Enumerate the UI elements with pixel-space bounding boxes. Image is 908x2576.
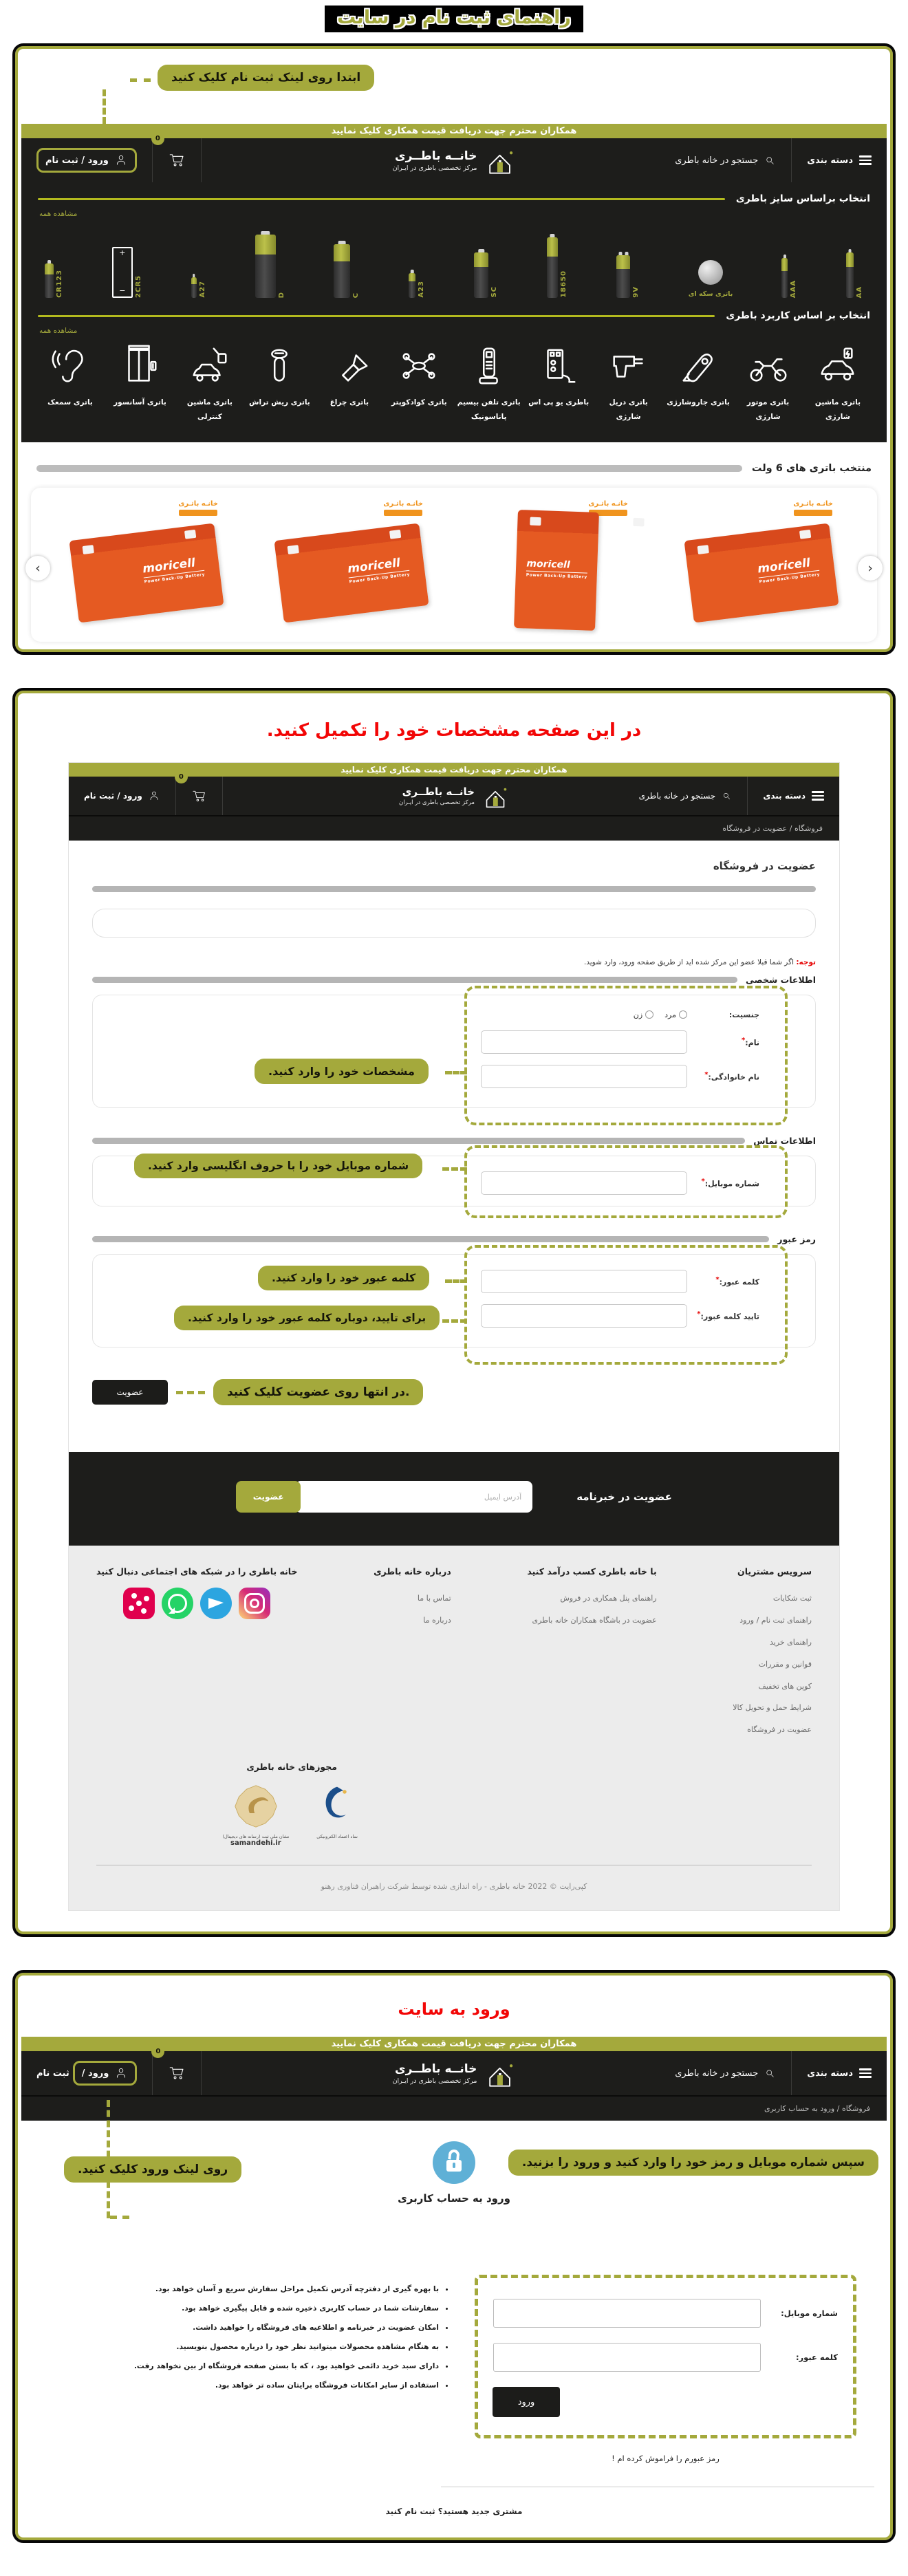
vacuum-icon — [677, 345, 720, 387]
rc-car-icon — [188, 345, 231, 387]
header-divider — [222, 777, 223, 815]
featured-section — [21, 442, 887, 646]
footer-col-earn-money: با خانه باطری کسب درآمد کنید راهنمای پنل همکاری در فروش عضویت در باشگاه همکاران خانه باطری — [527, 1566, 656, 1741]
search-box[interactable] — [660, 138, 791, 182]
footer-link[interactable]: تماس با ما — [417, 1594, 451, 1603]
login-label: ورود / — [81, 2068, 109, 2079]
callout-click-submit: در انتها روی عضویت کلیک کنید. — [213, 1379, 423, 1405]
connector-dash — [442, 1319, 467, 1323]
ups-icon — [537, 345, 580, 387]
site-logo[interactable] — [393, 144, 516, 176]
product-watermark: خانـه باتـری — [793, 500, 833, 516]
password-row — [493, 2343, 838, 2372]
radio-circle-icon[interactable] — [645, 1010, 653, 1019]
footer-link[interactable]: قوانین و مقررات — [758, 1659, 812, 1669]
size-section-header — [21, 185, 887, 206]
usage-item-ups[interactable]: باطری یو پی اس — [526, 345, 591, 424]
page-title-text: راهنمای ثبت نام در سایت — [337, 7, 571, 28]
whatsapp-icon[interactable] — [162, 1588, 193, 1619]
login-password-field[interactable] — [493, 2343, 761, 2372]
usage-section-header — [21, 302, 887, 323]
registration-form — [69, 841, 839, 1452]
hamburger-icon — [812, 789, 824, 803]
highlight-dashed-outline — [464, 986, 788, 1125]
personal-section-header: اطلاعات شخصی — [92, 975, 816, 985]
callout-confirm-password: برای تایید، دوباره کلمه عبور خود را وارد کنید. — [174, 1306, 440, 1330]
battery-sc-icon — [474, 252, 488, 298]
divider-bar — [92, 977, 737, 983]
search-icon — [764, 2068, 776, 2079]
connector-dash — [102, 89, 106, 124]
hamburger-icon — [859, 153, 872, 167]
size-item-2cr5[interactable]: 2CR5 + − — [112, 247, 142, 298]
register-label: ثبت نام — [36, 2068, 69, 2079]
callout-enter-password: کلمه عبور خود را وارد کنید. — [258, 1266, 429, 1290]
login-button[interactable]: ورود — [493, 2387, 560, 2417]
battery-house-logo-icon — [482, 782, 509, 810]
login-page-body — [21, 2121, 887, 2534]
gender-label: جنسیت: — [728, 1010, 759, 1019]
categories-menu[interactable]: دسته بندی — [792, 2051, 887, 2095]
battery-usage-row — [21, 335, 887, 427]
battery-2cr5-icon — [112, 247, 133, 298]
watermark-pill — [179, 510, 217, 516]
site-logo[interactable]: خانــه باطــری مرکز تخصصی باطری در ایـران — [393, 2057, 516, 2089]
partner-topbar[interactable]: همکاران محترم جهت دریافت قیمت همکاری کلیک نمایید — [69, 763, 839, 777]
cart-count-badge: 0 — [151, 2045, 164, 2058]
login-form-column — [475, 2275, 856, 2463]
footer-link[interactable]: عضویت در باشگاه همکاران خانه باطری — [532, 1615, 657, 1625]
cart-button[interactable] — [153, 135, 201, 182]
page-title — [325, 6, 583, 32]
licenses-title: مجوزهای خانه باطری — [246, 1762, 337, 1773]
login-link-highlighted[interactable] — [73, 2061, 138, 2086]
cart-count-badge: 0 — [151, 132, 164, 145]
site-logo[interactable]: خانــه باطــری مرکز تخصصی باطری در ایـران — [399, 782, 509, 810]
first-name-label: نام: — [745, 1038, 759, 1048]
callout-enter-mobile: شماره موبایل خود را با حروف انگلیسی وارد کنید. — [134, 1154, 422, 1178]
battery-size-row — [21, 218, 887, 302]
register-heading: عضویت در فروشگاه — [713, 860, 816, 872]
user-icon — [114, 153, 128, 167]
login-register-label: ورود / ثبت نام — [45, 155, 109, 166]
site-screenshot-home — [21, 124, 887, 646]
flashlight-icon — [328, 345, 371, 387]
usage-item-vacuum[interactable]: باتری جاروشارژی — [666, 345, 731, 424]
battery-product-image: moricell Power Back-Up Battery — [274, 523, 429, 623]
section-underline — [38, 198, 725, 200]
callout-click-login: روی لینک ورود کلیک کنید. — [64, 2156, 241, 2183]
usage-item-car[interactable]: باتری ماشین شارژی — [806, 345, 870, 424]
breadcrumb[interactable]: فروشگاه / عضویت در فروشگاه — [69, 815, 839, 841]
motorcycle-icon — [747, 345, 790, 387]
enamad-badge[interactable]: نماد اعتماد الکترونیکی — [316, 1784, 358, 1839]
password-field[interactable] — [481, 1270, 687, 1293]
watermark-pill — [794, 510, 832, 516]
search-icon — [722, 791, 732, 801]
cart-icon — [168, 2064, 186, 2082]
panel2-title: در این صفحه مشخصات خود را تکمیل کنید. — [266, 720, 642, 741]
login-heading: ورود به حساب کاربری — [398, 2192, 510, 2205]
footer-col-customer-service: سرویس مشتریان ثبت شکایات راهنمای ثبت نام / ورود راهنمای خرید قوانین و مقررات کوپن های تخفیف شرایط حمل و تحویل کالا عضویت در فروشگاه — [733, 1566, 812, 1741]
battery-c-icon — [334, 244, 350, 298]
header-divider — [201, 138, 202, 182]
telegram-icon[interactable] — [200, 1588, 232, 1619]
samandehi-badge[interactable]: نشان ملی ثبت (رسانه های دیجیتال) samandehi.ir — [222, 1784, 289, 1847]
mobile-row — [493, 2299, 838, 2328]
usage-section-title: انتخاب بر اساس کاربرد باطری — [726, 310, 870, 321]
required-asterisk: * — [715, 1276, 720, 1284]
required-asterisk: * — [697, 1310, 701, 1319]
battery-a23-icon — [409, 273, 415, 298]
radio-circle-icon[interactable] — [679, 1010, 687, 1019]
size-item-aaa[interactable]: AAA — [781, 258, 797, 298]
first-name-row — [111, 1030, 759, 1054]
callout-click-register: ابتدا روی لینک ثبت نام کلیک کنید — [158, 65, 374, 91]
panel1-callout-area — [21, 52, 887, 124]
footer-col-about: درباره خانه باطری تماس با ما درباره ما — [374, 1566, 451, 1741]
password-section-header: رمز عبور — [92, 1234, 816, 1244]
usage-view-all-link[interactable]: مشاهده همه — [39, 327, 78, 335]
user-icon — [114, 2066, 128, 2080]
footer-col-social: خانه باطری را در شبکه های اجتماعی دنبال کنید — [96, 1566, 297, 1741]
size-item-sc[interactable]: SC — [474, 252, 498, 298]
size-section-title: انتخاب براساس سایز باطری — [735, 193, 870, 204]
connector-dash — [442, 1167, 467, 1171]
first-name-field[interactable] — [481, 1030, 687, 1054]
product-card[interactable] — [54, 496, 239, 629]
search-box[interactable]: جستجو در خانه باطری — [660, 2051, 791, 2095]
battery-aaa-icon — [781, 258, 788, 298]
battery-a27-icon — [191, 277, 197, 298]
usage-item-shaver[interactable]: باتری ریش تراش — [247, 345, 312, 424]
radio-female[interactable]: زن — [634, 1010, 653, 1019]
carousel-next-arrow[interactable]: ‹ — [858, 556, 883, 581]
panel3-title: ورود به سایت — [398, 2000, 510, 2020]
panel-homepage — [12, 43, 896, 655]
mobile-label: شماره موبایل: — [781, 2308, 838, 2319]
mobile-field[interactable] — [481, 1171, 687, 1195]
categories-menu[interactable]: دسته بندی — [748, 777, 839, 815]
shaver-icon — [258, 345, 301, 387]
partner-topbar[interactable]: همکاران محترم جهت دریافت قیمت همکاری کلیک نمایید — [21, 2037, 887, 2051]
password-label: کلمه عبور: — [795, 2352, 838, 2363]
cart-button[interactable] — [153, 2048, 201, 2095]
usage-item-flashlight[interactable]: باتری چراغ — [317, 345, 382, 424]
usage-item-motorcycle[interactable]: باتری موتور شارژی — [736, 345, 801, 424]
connector-dash — [110, 2216, 129, 2219]
search-text: جستجو در خانه باطری — [675, 155, 759, 166]
size-item-a27[interactable]: A27 — [191, 277, 206, 298]
user-icon — [148, 790, 160, 802]
header-divider — [791, 138, 792, 182]
last-name-row — [111, 1065, 759, 1088]
login-mobile-field[interactable] — [493, 2299, 761, 2328]
battery-aa-icon — [846, 252, 854, 298]
header-divider — [791, 2051, 792, 2095]
login-register-link[interactable]: ورود / ثبت نام — [84, 790, 160, 802]
padlock-icon — [433, 2141, 475, 2184]
site-header — [21, 135, 887, 182]
newsletter-email-input[interactable] — [295, 1481, 532, 1513]
cart-icon — [191, 788, 207, 804]
last-name-label: نام خانوادگی: — [708, 1072, 759, 1082]
usage-item-drill[interactable]: باتری دریل شارژی — [596, 345, 661, 424]
hamburger-icon — [859, 2066, 872, 2080]
benefit-item: • با بهره گیری از دفترچه آدرس تکمیل مراحل سفارش سریع و آسان خواهد بود. — [52, 2284, 439, 2293]
connector-dash — [445, 1071, 467, 1074]
product-watermark: خانـه باتـری — [588, 500, 628, 516]
footer-link[interactable]: شرایط حمل و تحویل کالا — [733, 1703, 812, 1713]
instagram-icon[interactable] — [239, 1588, 270, 1619]
size-item-cr123[interactable]: CR123 — [45, 263, 63, 298]
last-name-field[interactable] — [481, 1065, 687, 1088]
product-card[interactable] — [259, 496, 444, 629]
site-screenshot-login — [21, 2037, 887, 2534]
submit-row — [92, 1379, 816, 1405]
header-divider — [201, 2051, 202, 2095]
product-watermark: خانـه باتـری — [178, 500, 218, 516]
battery-house-logo-icon — [484, 2057, 515, 2089]
mobile-label: شماره موبایل: — [704, 1179, 759, 1189]
footer-link[interactable]: راهنمای ثبت نام / ورود — [739, 1615, 812, 1625]
register-link[interactable] — [36, 2068, 69, 2079]
size-view-all-link[interactable]: مشاهده همه — [39, 210, 78, 218]
section-underline — [38, 315, 715, 317]
connector-dash — [107, 2100, 110, 2218]
gender-row — [111, 1010, 759, 1019]
contact-info-box — [92, 1156, 816, 1206]
callout-enter-credentials: سپس شماره موبایل و رمز خود را وارد کنید و ورود را بزنید. — [508, 2150, 878, 2176]
enamad-logo-icon — [318, 1784, 356, 1828]
drill-icon — [607, 345, 650, 387]
divider-bar — [92, 1236, 769, 1242]
cordless-phone-icon — [468, 345, 510, 387]
quadcopter-icon — [398, 345, 440, 387]
confirm-password-field[interactable] — [481, 1304, 687, 1328]
search-icon — [764, 155, 776, 166]
categories-menu[interactable] — [792, 138, 887, 182]
battery-9v-icon — [616, 255, 630, 298]
divider-bar — [92, 886, 816, 892]
search-box[interactable]: جستجو در خانه باطری — [624, 777, 748, 815]
site-screenshot-register — [69, 763, 839, 1910]
categories-label: دسته بندی — [807, 155, 853, 166]
footer-link[interactable]: راهنمای خرید — [769, 1637, 812, 1647]
login-register-link[interactable] — [36, 148, 137, 173]
newsletter-title: عضویت در خبرنامه — [576, 1491, 672, 1503]
elevator-icon — [118, 345, 161, 387]
usage-item-elevator[interactable]: باتری آسانسور — [107, 345, 172, 424]
benefit-item: • امکان عضویت در خبرنامه و اطلاعیه های فروشگاه را خواهید داشت. — [52, 2323, 439, 2332]
coin-battery-icon — [698, 260, 723, 285]
account-benefits-list — [52, 2275, 451, 2463]
product-card[interactable] — [669, 496, 854, 629]
panel-registration — [12, 688, 896, 1937]
size-item-coin[interactable]: باتری سکه ای — [689, 260, 733, 298]
password-row — [111, 1270, 759, 1293]
confirm-password-label: تایید کلمه عبور: — [700, 1312, 759, 1321]
size-item-d[interactable]: D — [255, 235, 285, 298]
battery-18650-icon — [547, 237, 558, 298]
new-customer-register-link[interactable]: مشتری جدید هستید؟ ثبت نام کنید — [385, 2507, 523, 2517]
featured-divider-bar — [36, 465, 742, 472]
site-footer — [69, 1546, 839, 1910]
usage-item-cordless-phone[interactable]: باتری تلفن بیسیم پاناسونیک — [457, 345, 521, 424]
hearing-aid-ear-icon — [49, 345, 91, 387]
featured-header — [28, 462, 880, 488]
usage-item-rc-car[interactable]: باتری ماشین کنترلی — [177, 345, 242, 424]
featured-title: منتخب باتری های 6 ولت — [751, 463, 872, 474]
divider-bar — [92, 1138, 745, 1144]
copyright: کپی‌رایت © 2022 خانه باطری - راه اندازی شده توسط شرکت راهبران فناوری رهنو — [321, 1882, 587, 1892]
size-item-aa[interactable]: AA — [846, 252, 863, 298]
car-charging-icon — [817, 345, 859, 387]
aparat-icon[interactable] — [123, 1588, 155, 1619]
site-header — [69, 773, 839, 815]
battery-product-image: moricell Power Back-Up Battery — [684, 523, 839, 623]
usage-item-hearing-aid[interactable]: باتری سمعک — [38, 345, 102, 424]
product-card[interactable] — [464, 496, 649, 629]
login-note: توجه: اگر شما قبلا عضو این مرکز شده اید از طریق صفحه ورود، وارد شوید. — [583, 958, 816, 966]
logo-subtitle: مرکز تخصصی باطری در ایـران — [392, 164, 477, 172]
battery-d-icon — [255, 235, 276, 298]
newsletter-subscribe-button[interactable]: عضویت — [236, 1481, 301, 1513]
benefit-item: • دارای سبد خرید دائمی خواهید بود ، که با بستن صفحه فروشگاه از بین نخواهد رفت. — [52, 2361, 439, 2370]
benefit-item: • استفاده از سایر امکانات فروشگاه برایتان ساده تر خواهد بود. — [52, 2381, 439, 2390]
battery-product-image: moricell Power Back-Up Battery — [514, 510, 599, 631]
size-item-18650[interactable]: 18650 — [547, 237, 568, 298]
breadcrumb[interactable]: فروشگاه / ورود به حساب کاربری — [21, 2095, 887, 2121]
register-submit-button[interactable]: عضویت — [92, 1380, 168, 1405]
product-watermark: خانـه باتـری — [383, 500, 423, 516]
size-item-a23[interactable]: A23 — [409, 273, 425, 298]
collapsed-notice-box — [92, 909, 816, 938]
home-dark-sections — [21, 182, 887, 442]
newsletter-bar — [69, 1452, 839, 1546]
connector-dash — [176, 1391, 205, 1394]
carousel-prev-arrow[interactable]: › — [25, 556, 50, 581]
product-carousel — [31, 488, 877, 642]
footer-link[interactable]: ثبت شکایات — [772, 1594, 812, 1603]
footer-link[interactable]: کوپن های تخفیف — [758, 1681, 812, 1691]
password-label: کلمه عبور: — [719, 1277, 759, 1287]
panel-login — [12, 1970, 896, 2543]
cart-button[interactable] — [176, 773, 222, 815]
footer-link[interactable]: درباره ما — [423, 1615, 451, 1625]
cart-icon — [168, 151, 186, 169]
cart-count-badge: 0 — [175, 770, 188, 783]
callout-enter-details: مشخصات خود را وارد کنید. — [255, 1059, 429, 1084]
usage-item-quadcopter[interactable]: باتری کوادکوپتر — [387, 345, 451, 424]
required-asterisk: * — [742, 1037, 746, 1045]
connector-dash — [130, 78, 151, 82]
battery-cr123-icon — [45, 263, 54, 298]
contact-section-header: اطلاعات تماس — [92, 1136, 816, 1146]
connector-dash — [445, 1279, 467, 1283]
logo-title: خانــه باطــری — [395, 149, 477, 163]
benefit-item: • سفارشات شما در حساب کاربری ذخیره شده و قابل پیگیری خواهد بود. — [52, 2304, 439, 2313]
footer-link[interactable]: عضویت در فروشگاه — [747, 1725, 812, 1735]
watermark-pill — [384, 510, 422, 516]
required-asterisk: * — [701, 1178, 705, 1186]
size-item-c[interactable]: C — [334, 244, 360, 298]
size-item-9v[interactable]: 9V — [616, 255, 640, 298]
password-box — [92, 1254, 816, 1347]
personal-info-box — [92, 995, 816, 1108]
samandehi-logo-icon — [234, 1784, 278, 1828]
forgot-password-link[interactable]: رمز عبورم را فراموش کرده ام ! — [612, 2454, 720, 2464]
header-divider — [747, 777, 748, 815]
benefit-item: • به هنگام مشاهده محصولات میتوانید نظر خود را درباره محصول بنویسید. — [52, 2342, 439, 2351]
battery-house-logo-icon — [484, 144, 515, 176]
required-asterisk: * — [704, 1071, 709, 1079]
battery-product-image: moricell Power Back-Up Battery — [69, 523, 224, 623]
highlight-dashed-outline — [475, 2275, 856, 2438]
radio-male[interactable]: مرد — [664, 1010, 687, 1019]
licenses-block — [124, 1762, 358, 1847]
partner-topbar[interactable]: همکاران محترم جهت دریافت قیمت همکاری کلیک نمایید — [21, 124, 887, 138]
footer-link[interactable]: راهنمای پنل همکاری در فروش — [560, 1594, 657, 1603]
site-header — [21, 2048, 887, 2095]
